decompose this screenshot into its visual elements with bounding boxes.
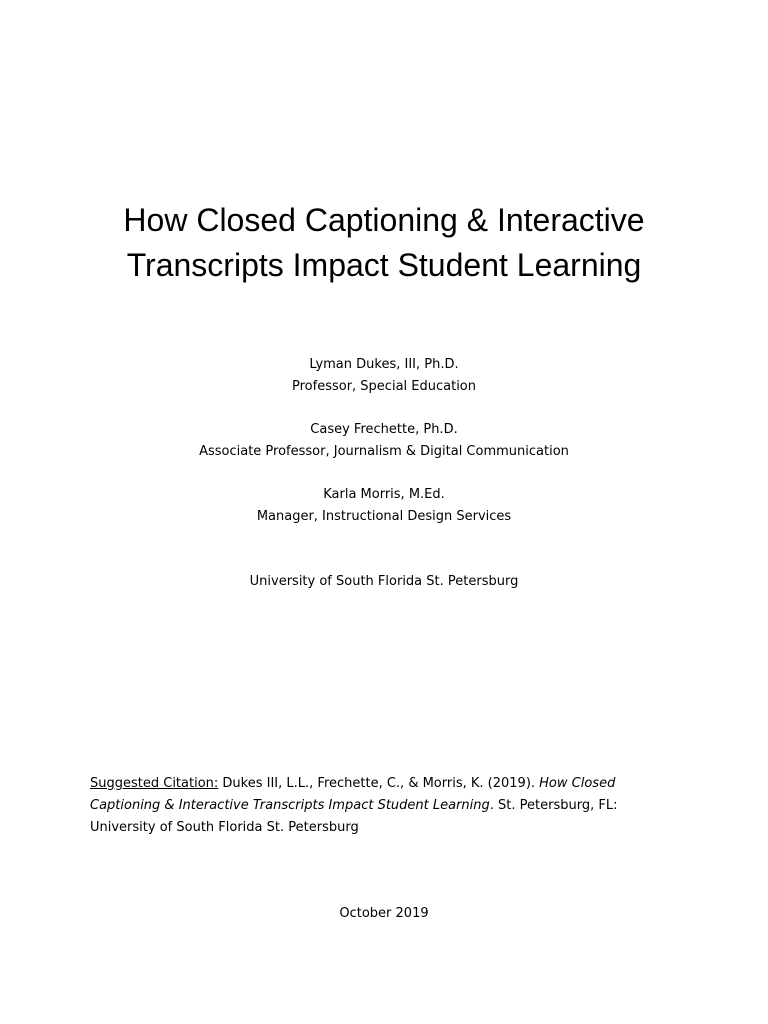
author-role: Manager, Instructional Design Services	[256, 509, 512, 524]
title-line-1: How Closed Captioning & Interactive	[123, 202, 645, 238]
citation-authors-year: Dukes III, L.L., Frechette, C., & Morris, K. (2019).	[218, 776, 540, 791]
citation-label: Suggested Citation:	[90, 776, 219, 791]
suggested-citation	[90, 773, 680, 839]
author-name: Lyman Dukes, III, Ph.D.	[309, 357, 459, 372]
institution-name: University of South Florida St. Petersburg	[249, 574, 519, 589]
citation-work-title: How Closed Captioning & Interactive Transcripts Impact Student Learning	[90, 776, 616, 813]
author-role: Professor, Special Education	[292, 379, 476, 394]
author-block	[0, 419, 768, 463]
author-block	[0, 354, 768, 398]
author-role: Associate Professor, Journalism & Digital Communication	[199, 444, 569, 459]
document-title	[0, 198, 768, 288]
publication-date: October 2019	[339, 906, 429, 921]
citation-publisher: . St. Petersburg, FL: University of South Florida St. Petersburg	[90, 798, 618, 835]
title-line-2: Transcripts Impact Student Learning	[126, 247, 642, 283]
author-name: Karla Morris, M.Ed.	[323, 487, 445, 502]
author-list	[0, 354, 768, 549]
author-name: Casey Frechette, Ph.D.	[310, 422, 458, 437]
author-block	[0, 484, 768, 528]
